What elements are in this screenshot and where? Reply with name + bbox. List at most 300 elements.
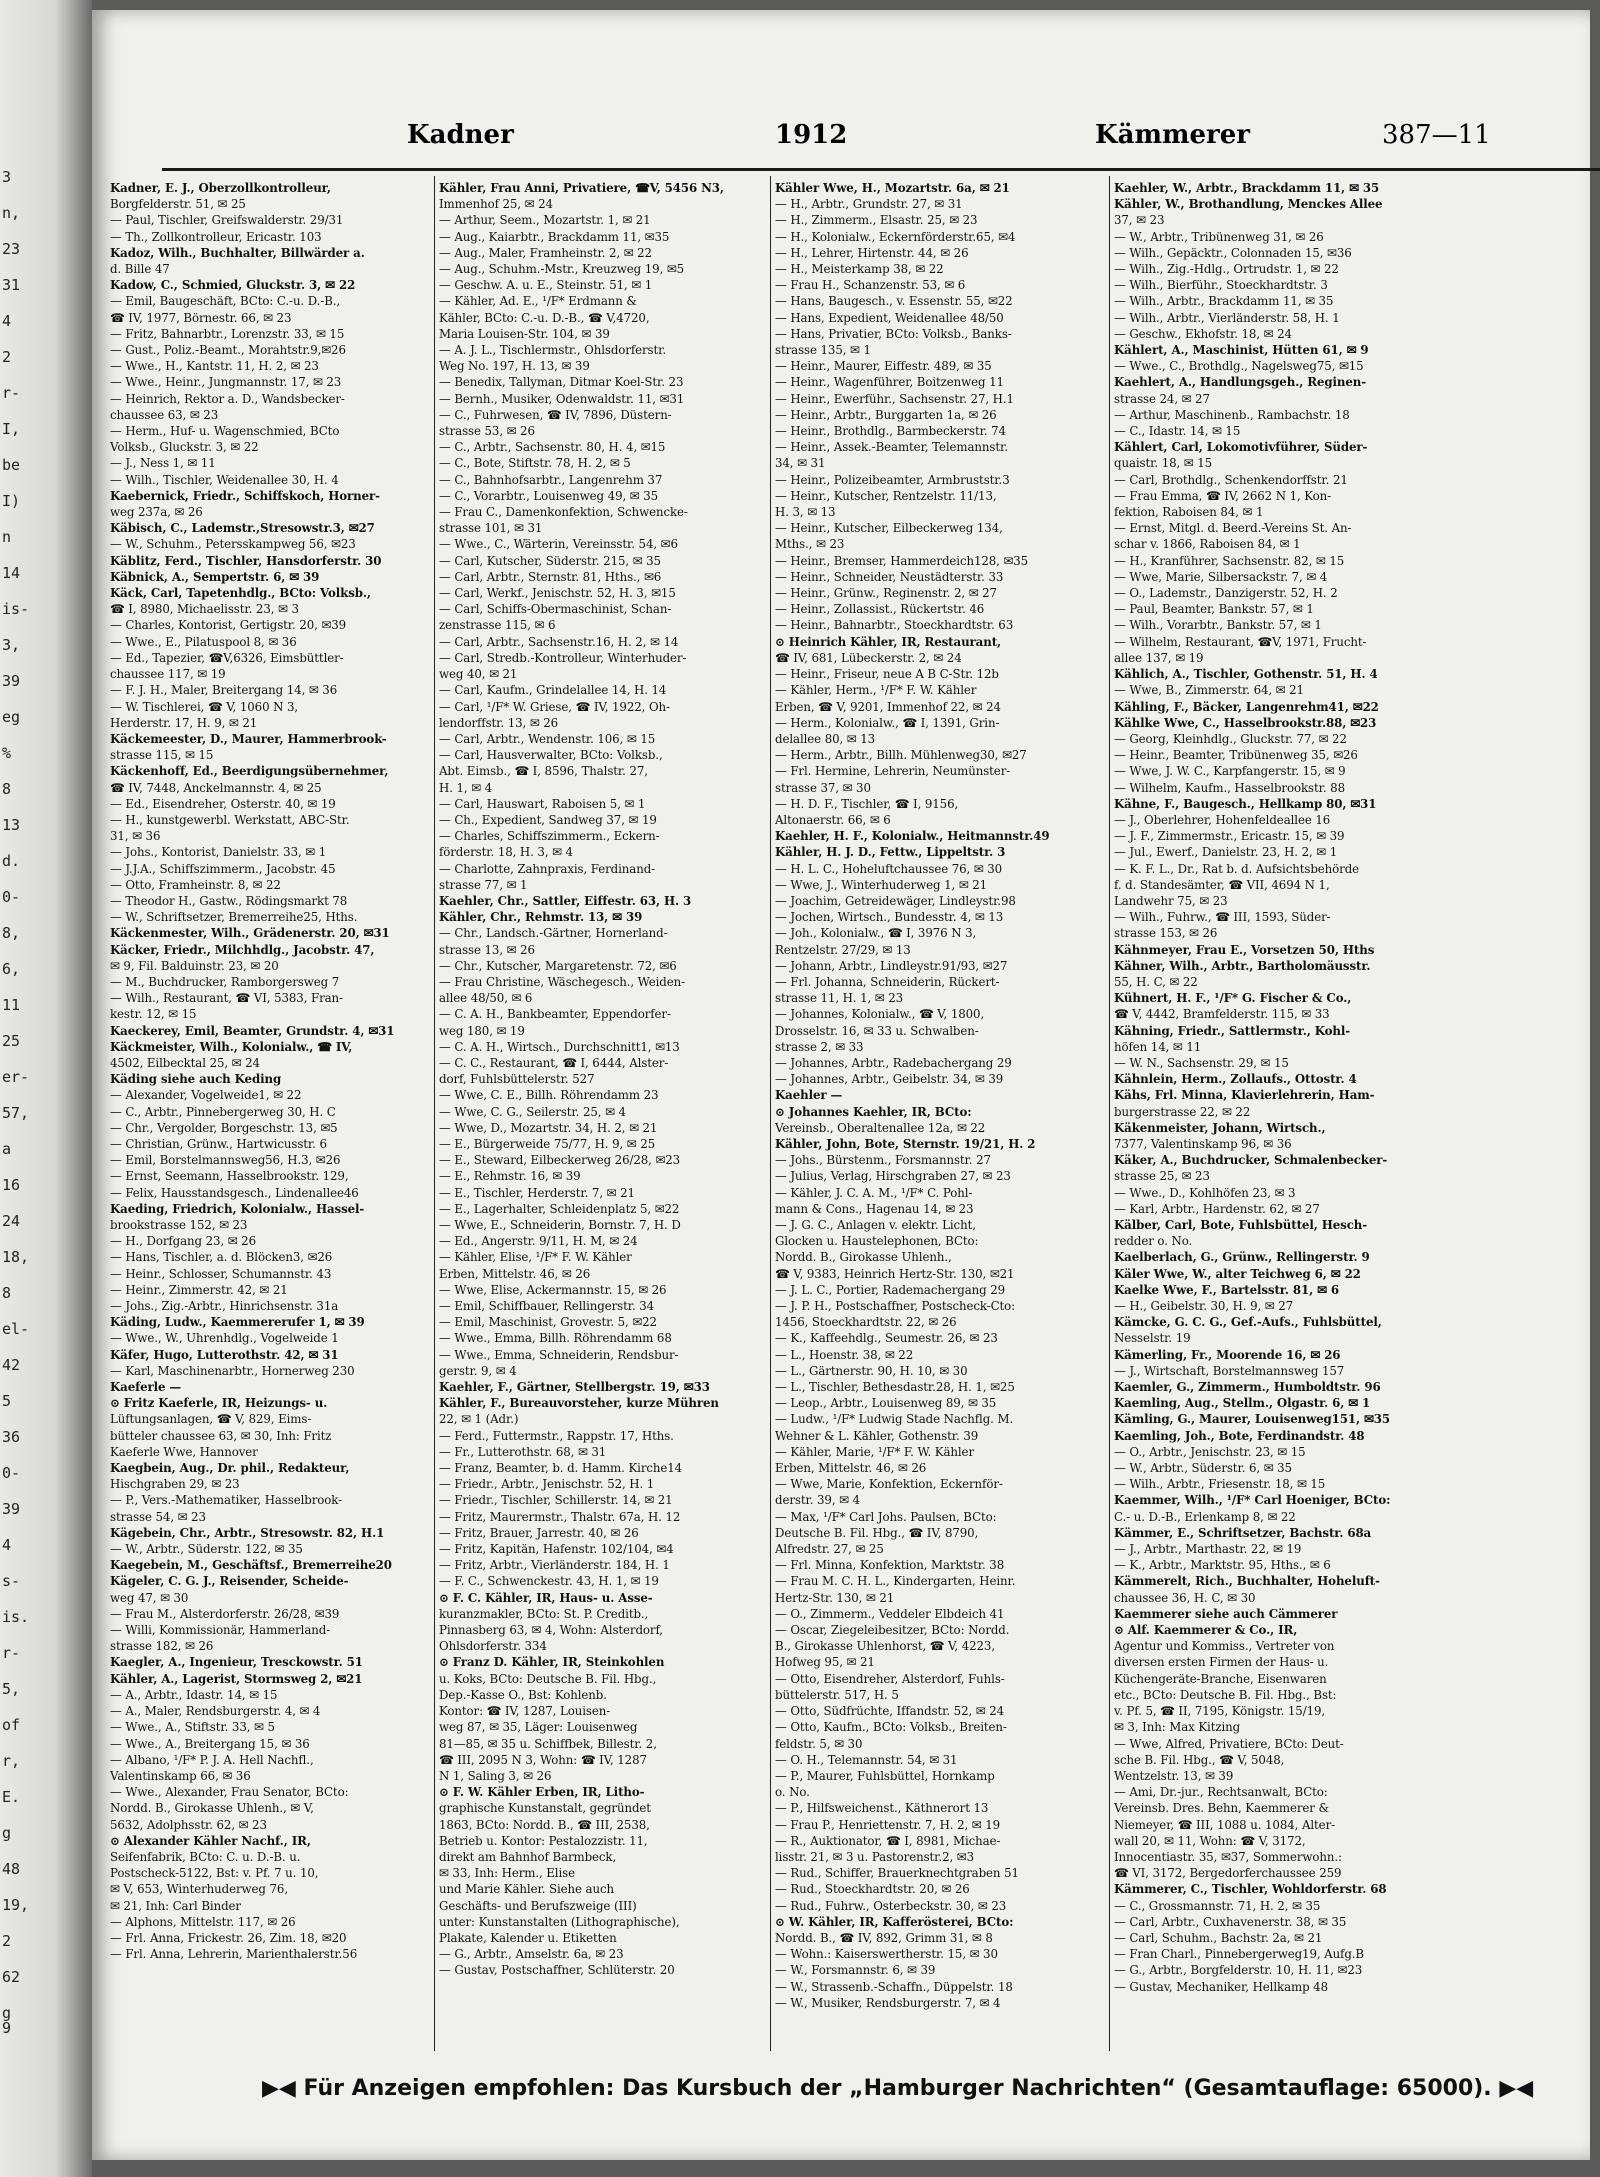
directory-entry: schar v. 1866, Raboisen 84, ✉ 1	[1114, 537, 1301, 552]
directory-entry: zenstrasse 115, ✉ 6	[439, 618, 556, 633]
directory-entry: Kämmerer, C., Tischler, Wohldorferstr. 68	[1114, 1882, 1387, 1897]
directory-entry: — Wilhelm, Restaurant, ☎V, 1971, Frucht-	[1114, 634, 1367, 649]
pointing-hand-icon: ▶◀	[1499, 2076, 1534, 2101]
directory-entry: derstr. 39, ✉ 4	[775, 1493, 860, 1508]
directory-entry: — Wwe, E., Schneiderin, Bornstr. 7, H. D	[439, 1218, 681, 1232]
directory-entry: C.- u. D.-B., Erlenkamp 8, ✉ 22	[1114, 1509, 1296, 1524]
directory-entry: bütteler chaussee 63, ✉ 30, Inh: Fritz	[110, 1428, 332, 1443]
directory-entry: Wehner & L. Kähler, Gothenstr. 39	[775, 1428, 979, 1443]
directory-entry: v. Pf. 5, ☎ II, 7195, Königstr. 15/19,	[1114, 1704, 1326, 1719]
directory-entry: strasse 135, ✉ 1	[775, 343, 871, 358]
directory-entry: Käbnick, A., Sempertstr. 6, ✉ 39	[110, 569, 320, 584]
directory-entry: — W., Strassenb.-Schaffn., Düppelstr. 18	[775, 1979, 1013, 1994]
directory-entry: — Frl. Johanna, Schneiderin, Rückert-	[775, 974, 1000, 989]
directory-entry: — C., Arbtr., Pinnebergerweg 30, H. C	[110, 1104, 336, 1119]
directory-entry: — A., Maler, Rendsburgerstr. 4, ✉ 4	[110, 1704, 321, 1719]
directory-entry: mann & Cons., Hagenau 14, ✉ 23	[775, 1201, 974, 1216]
directory-entry: — C., Bahnhofsarbtr., Langenrehm 37	[439, 472, 663, 487]
directory-entry: Kähling, F., Bäcker, Langenrehm41, ✉22	[1114, 699, 1379, 714]
directory-entry: ☎ IV, 681, Lübeckerstr. 2, ✉ 24	[775, 650, 962, 665]
directory-entry: — Franz, Beamter, b. d. Hamm. Kirche14	[439, 1461, 683, 1476]
margin-fragment: 62	[2, 1968, 21, 1986]
directory-entry: — Carl, Hauswart, Raboisen 5, ✉ 1	[439, 796, 646, 811]
directory-entry: ☎ V, 9383, Heinrich Hertz-Str. 130, ✉21	[775, 1266, 1015, 1281]
column-divider	[1109, 176, 1110, 2051]
directory-entry: — C. A. H., Bankbeamter, Eppendorfer-	[439, 1007, 671, 1022]
directory-entry: d. Bille 47	[110, 262, 170, 277]
directory-entry: N 1, Saling 3, ✉ 26	[439, 1768, 552, 1783]
directory-entry: Kaehler, F., Gärtner, Stellbergstr. 19, ✉33	[439, 1380, 710, 1395]
directory-entry: — Wilh., Vorarbtr., Bankstr. 57, ✉ 1	[1114, 618, 1322, 633]
margin-fragment: 4	[2, 312, 12, 330]
directory-entry: — Otto, Framheinstr. 8, ✉ 22	[110, 877, 281, 892]
directory-entry: ☎ III, 2095 N 3, Wohn: ☎ IV, 1287	[439, 1752, 647, 1767]
directory-entry: — Wwe., Heinr., Jungmannstr. 17, ✉ 23	[110, 375, 342, 390]
directory-entry: Landwehr 75, ✉ 23	[1114, 893, 1228, 908]
directory-entry: — G., Arbtr., Amselstr. 6a, ✉ 23	[439, 1947, 624, 1962]
margin-fragment: 5,	[2, 1680, 21, 1698]
directory-entry: — L., Hoenstr. 38, ✉ 22	[775, 1347, 914, 1362]
margin-fragment: 48	[2, 1860, 21, 1878]
directory-entry: — J. G. C., Anlagen v. elektr. Licht,	[775, 1218, 976, 1232]
directory-entry: Kähne, F., Baugesch., Hellkamp 80, ✉31	[1114, 796, 1377, 811]
margin-fragment: r-	[2, 1644, 21, 1662]
column-divider	[434, 176, 435, 2051]
directory-entry: Kaeding, Friedrich, Kolonialw., Hassel-	[110, 1201, 365, 1216]
margin-fragment: el-	[2, 1320, 30, 1338]
margin-fragment: 4	[2, 1536, 12, 1554]
directory-entry: chaussee 63, ✉ 23	[110, 407, 219, 422]
column-4	[1114, 180, 1452, 2060]
directory-entry: Ohlsdorferstr. 334	[439, 1639, 547, 1654]
margin-fragment: 16	[2, 1176, 21, 1194]
header-left-keyword: Kadner	[407, 120, 514, 150]
directory-entry: wall 20, ✉ 11, Wohn: ☎ V, 3172,	[1114, 1833, 1306, 1848]
directory-entry: lendorffstr. 13, ✉ 26	[439, 715, 559, 730]
directory-entry: ⊙ Franz D. Kähler, IR, Steinkohlen	[439, 1655, 665, 1670]
directory-entry: — Fritz, Kapitän, Hafenstr. 102/104, ✉4	[439, 1542, 674, 1557]
directory-entry: — Carl, Stredb.-Kontrolleur, Winterhuder-	[439, 650, 687, 665]
directory-entry: — P., Vers.-Mathematiker, Hasselbrook-	[110, 1493, 343, 1508]
directory-entry: — J.J.A., Schiffszimmerm., Jacobstr. 45	[110, 861, 336, 876]
directory-entry: Abt. Eimsb., ☎ I, 8596, Thalstr. 27,	[439, 764, 648, 779]
margin-fragment: 8	[2, 780, 12, 798]
directory-entry: — Aug., Kaiarbtr., Brackdamm 11, ✉35	[439, 229, 670, 244]
directory-entry: Kaeferle —	[110, 1380, 182, 1395]
directory-entry: weg 47, ✉ 30	[110, 1590, 189, 1605]
directory-entry: Kaegbein, Aug., Dr. phil., Redakteur,	[110, 1461, 350, 1476]
margin-fragment: is.	[2, 1608, 30, 1626]
directory-entry: Kähnmeyer, Frau E., Vorsetzen 50, Hths	[1114, 942, 1375, 957]
directory-entry: — Wwe, J., Winterhuderweg 1, ✉ 21	[775, 877, 988, 892]
margin-fragment: a	[2, 1140, 12, 1158]
directory-entry: Kaehler, Chr., Sattler, Eiffestr. 63, H. 3	[439, 893, 692, 908]
directory-entry: Käker, A., Buchdrucker, Schmalenbecker-	[1114, 1153, 1388, 1168]
directory-entry: — Ed., Angerstr. 9/11, H. M, ✉ 24	[439, 1234, 638, 1249]
directory-entry: Käfer, Hugo, Lutterothstr. 42, ✉ 31	[110, 1347, 339, 1362]
directory-entry: — Leop., Arbtr., Louisenweg 89, ✉ 35	[775, 1396, 997, 1411]
margin-fragment: 13	[2, 816, 21, 834]
footer-advertisement	[262, 2076, 1533, 2101]
directory-entry: 7377, Valentinskamp 96, ✉ 36	[1114, 1136, 1292, 1151]
directory-entry: Kähler, A., Lagerist, Stormsweg 2, ✉21	[110, 1671, 363, 1686]
directory-entry: — Heinr., Beamter, Tribünenweg 35, ✉26	[1114, 748, 1358, 763]
directory-entry: Innocentiastr. 35, ✉37, Sommerwohn.:	[1114, 1849, 1342, 1864]
directory-entry: — Alphons, Mittelstr. 117, ✉ 26	[110, 1914, 296, 1929]
directory-entry: — Heinr., Ewerführ., Sachsenstr. 27, H.1	[775, 391, 1014, 406]
directory-entry: — Paul, Tischler, Greifswalderstr. 29/31	[110, 213, 344, 228]
directory-entry: — Georg, Kleinhdlg., Gluckstr. 77, ✉ 22	[1114, 731, 1347, 746]
directory-entry: — Ed., Eisendreher, Osterstr. 40, ✉ 19	[110, 796, 336, 811]
directory-entry: — Emil, Schiffbauer, Rellingerstr. 34	[439, 1299, 655, 1314]
directory-entry: — L., Gärtnerstr. 90, H. 10, ✉ 30	[775, 1363, 968, 1378]
directory-entry: Kaehlert, A., Handlungsgeh., Reginen-	[1114, 375, 1367, 390]
directory-entry: höfen 14, ✉ 11	[1114, 1039, 1202, 1054]
directory-entry: und Marie Kähler. Siehe auch	[439, 1882, 614, 1897]
directory-entry: dorf, Fuhlsbüttelerstr. 527	[439, 1072, 595, 1087]
directory-entry: — Heinr., Schneider, Neustädterstr. 33	[775, 569, 1004, 584]
directory-entry: — Gustav, Mechaniker, Hellkamp 48	[1114, 1979, 1328, 1994]
directory-entry: Kähler, W., Brothandlung, Menckes Allee	[1114, 197, 1383, 212]
directory-entry: — E., Steward, Eilbeckerweg 26/28, ✉23	[439, 1153, 681, 1168]
directory-entry: — A. J. L., Tischlermstr., Ohlsdorferstr.	[439, 343, 666, 358]
directory-entry: weg 237a, ✉ 26	[110, 505, 203, 520]
directory-entry: Kadow, C., Schmied, Gluckstr. 3, ✉ 22	[110, 278, 356, 293]
directory-entry: H. 1, ✉ 4	[439, 780, 493, 795]
directory-entry: — Geschw. A. u. E., Steinstr. 51, ✉ 1	[439, 278, 653, 293]
directory-entry: — Frau M. C. H. L., Kindergarten, Heinr.	[775, 1574, 1016, 1589]
directory-entry: — Carl, Arbtr., Sachsenstr.16, H. 2, ✉ 14	[439, 634, 679, 649]
directory-entry: — L., Tischler, Bethesdastr.28, H. 1, ✉25	[775, 1380, 1015, 1395]
directory-entry: — J., Ness 1, ✉ 11	[110, 456, 216, 471]
directory-entry: Kaelberlach, G., Grünw., Rellingerstr. 9	[1114, 1250, 1370, 1265]
directory-entry: — Wilh., Tischler, Weidenallee 30, H. 4	[110, 472, 339, 487]
directory-entry: Kägebein, Chr., Arbtr., Stresowstr. 82, H.1	[110, 1525, 385, 1540]
directory-entry: — Ernst, Seemann, Hasselbrookstr. 129,	[110, 1169, 349, 1184]
directory-entry: Vereinsb., Oberaltenallee 12a, ✉ 22	[775, 1120, 986, 1135]
directory-entry: — Paul, Beamter, Bankstr. 57, ✉ 1	[1114, 602, 1314, 617]
margin-fragment: 0-	[2, 1464, 21, 1482]
directory-entry: — Wilh., Arbtr., Brackdamm 11, ✉ 35	[1114, 294, 1334, 309]
directory-entry: — Wwe., Alexander, Frau Senator, BCto:	[110, 1785, 349, 1800]
directory-entry: Kämerling, Fr., Moorende 16, ✉ 26	[1114, 1347, 1341, 1362]
directory-entry: — Carl, Kaufm., Grindelallee 14, H. 14	[439, 683, 667, 698]
directory-entry: — Max, ¹/F* Carl Johs. Paulsen, BCto:	[775, 1509, 997, 1524]
directory-entry: — Wwe, Marie, Konfektion, Eckernför-	[775, 1477, 1003, 1492]
directory-entry: Alfredstr. 27, ✉ 25	[775, 1542, 884, 1557]
directory-entry: 31, ✉ 36	[110, 829, 161, 844]
directory-entry: — Aug., Maler, Framheinstr. 2, ✉ 22	[439, 245, 652, 260]
directory-entry: — Benedix, Tallyman, Ditmar Koel-Str. 23	[439, 375, 684, 390]
directory-entry: — Carl, Hausverwalter, BCto: Volksb.,	[439, 748, 663, 763]
directory-entry: Maria Louisen-Str. 104, ✉ 39	[439, 326, 610, 341]
directory-entry: — Charles, Kontorist, Gertigstr. 20, ✉39	[110, 618, 347, 633]
margin-fragment: r,	[2, 1752, 21, 1770]
directory-entry: Kähler, Chr., Rehmstr. 13, ✉ 39	[439, 910, 643, 925]
column-2	[439, 180, 766, 2060]
directory-entry: — Heinr., Grünw., Reginenstr. 2, ✉ 27	[775, 586, 997, 601]
directory-entry: — Frau M., Alsterdorferstr. 26/28, ✉39	[110, 1606, 340, 1621]
directory-entry: — Chr., Kutscher, Margaretenstr. 72, ✉6	[439, 958, 677, 973]
margin-fragment: I,	[2, 420, 21, 438]
directory-entry: — Carl, Arbtr., Sternstr. 81, Hths., ✉6	[439, 569, 662, 584]
directory-entry: ⊙ W. Kähler, IR, Kafferösterei, BCto:	[775, 1914, 1014, 1929]
directory-entry: — Arthur, Seem., Mozartstr. 1, ✉ 21	[439, 213, 651, 228]
margin-fragment: E.	[2, 1788, 21, 1806]
directory-entry: Kaelke Wwe, F., Bartelsstr. 81, ✉ 6	[1114, 1282, 1339, 1297]
directory-entry: — Fritz, Maurermstr., Thalstr. 67a, H. 12	[439, 1509, 681, 1524]
directory-entry: — C., Bote, Stiftstr. 78, H. 2, ✉ 5	[439, 456, 631, 471]
directory-entry: — Wwe, Alfred, Privatiere, BCto: Deut-	[1114, 1736, 1344, 1751]
directory-entry: — Johs., Kontorist, Danielstr. 33, ✉ 1	[110, 845, 327, 860]
directory-entry: — Willi, Kommissionär, Hammerland-	[110, 1623, 331, 1638]
directory-entry: strasse 24, ✉ 27	[1114, 391, 1210, 406]
directory-entry: chaussee 36, H. C, ✉ 30	[1114, 1590, 1256, 1605]
directory-entry: — Johs., Bürstenm., Forsmannstr. 27	[775, 1153, 991, 1168]
directory-entry: — Heinr., Zimmerstr. 42, ✉ 21	[110, 1282, 288, 1297]
directory-entry: — Wwe., H., Kantstr. 11, H. 2, ✉ 23	[110, 359, 319, 374]
margin-fragment: 2	[2, 348, 12, 366]
directory-entry: — Carl, Kutscher, Süderstr. 215, ✉ 35	[439, 553, 661, 568]
directory-entry: Kaehler —	[775, 1088, 843, 1103]
directory-entry: — W., Schuhm., Petersskampweg 56, ✉23	[110, 537, 356, 552]
directory-entry: 5632, Adolphsstr. 62, ✉ 23	[110, 1817, 267, 1832]
directory-entry: ☎ IV, 7448, Anckelmannstr. 4, ✉ 25	[110, 780, 322, 795]
directory-entry: lisstr. 21, ✉ 3 u. Pastorenstr.2, ✉3	[775, 1849, 974, 1864]
directory-entry: Hertz-Str. 130, ✉ 21	[775, 1590, 895, 1605]
directory-entry: — Wwe, Marie, Silbersackstr. 7, ✉ 4	[1114, 569, 1328, 584]
directory-entry: — Wilh., Restaurant, ☎ VI, 5383, Fran-	[110, 991, 343, 1006]
directory-entry: Kaemler, G., Zimmerm., Humboldtstr. 96	[1114, 1380, 1381, 1395]
margin-fragment: %	[2, 744, 12, 762]
directory-entry: Pinnasberg 63, ✉ 4, Wohn: Alsterdorf,	[439, 1623, 663, 1638]
directory-entry: — Otto, Südfrüchte, Iffandstr. 52, ✉ 24	[775, 1704, 1005, 1719]
page-header	[92, 120, 1590, 160]
directory-entry: allee 48/50, ✉ 6	[439, 991, 533, 1006]
margin-fragment: g	[2, 1824, 12, 1842]
directory-entry: — Hans, Baugesch., v. Essenstr. 55, ✉22	[775, 294, 1013, 309]
directory-entry: ⊙ Alexander Kähler Nachf., IR,	[110, 1833, 311, 1848]
directory-entry: — Fritz, Bahnarbtr., Lorenzstr. 33, ✉ 15	[110, 326, 345, 341]
directory-entry: — Herm., Arbtr., Billh. Mühlenweg30, ✉27	[775, 748, 1027, 763]
directory-entry: 34, ✉ 31	[775, 456, 826, 471]
directory-entry: — W., Arbtr., Süderstr. 6, ✉ 35	[1114, 1461, 1292, 1476]
directory-entry: Kadner, E. J., Oberzollkontrolleur,	[110, 181, 331, 195]
directory-entry: — Wilh., Gepäcktr., Colonnaden 15, ✉36	[1114, 245, 1352, 260]
directory-entry: — Heinr., Bahnarbtr., Stoeckhardtstr. 63	[775, 618, 1014, 633]
directory-entry: o. No.	[775, 1785, 810, 1800]
directory-entry: — Johannes, Arbtr., Radebachergang 29	[775, 1055, 1012, 1070]
directory-entry: — Johann, Arbtr., Lindleystr.91/93, ✉27	[775, 958, 1008, 973]
directory-entry: — Aug., Schuhm.-Mstr., Kreuzweg 19, ✉5	[439, 262, 685, 277]
directory-entry: — F. J. H., Maler, Breitergang 14, ✉ 36	[110, 683, 338, 698]
directory-entry: Drosselstr. 16, ✉ 33 u. Schwalben-	[775, 1023, 979, 1038]
directory-entry: — Wwe., C., Wärterin, Vereinsstr. 54, ✉6	[439, 537, 678, 552]
directory-entry: — Fritz, Brauer, Jarrestr. 40, ✉ 26	[439, 1525, 639, 1540]
directory-entry: strasse 182, ✉ 26	[110, 1639, 214, 1654]
directory-entry: — Rud., Stoeckhardtstr. 20, ✉ 26	[775, 1882, 970, 1897]
directory-entry: Käbisch, C., Lademstr.,Stresowstr.3, ✉27	[110, 521, 375, 536]
directory-entry: — Wwe., D., Kohlhöfen 23, ✉ 3	[1114, 1185, 1296, 1200]
directory-entry: — Frau C., Damenkonfektion, Schwencke-	[439, 505, 688, 520]
directory-entry: — Carl, Arbtr., Cuxhavenerstr. 38, ✉ 35	[1114, 1914, 1347, 1929]
directory-entry: — Heinr., Wagenführer, Boitzenweg 11	[775, 375, 1004, 390]
directory-entry: — E., Lagerhalter, Schleidenplatz 5, ✉22	[439, 1201, 680, 1216]
directory-entry: — Kähler, J. C. A. M., ¹/F* C. Pohl-	[775, 1185, 973, 1200]
directory-entry: — Ludw., ¹/F* Ludwig Stade Nachflg. M.	[775, 1412, 1014, 1427]
directory-entry: — Heinr., Brothdlg., Barmbeckerstr. 74	[775, 424, 1006, 439]
directory-entry: Herderstr. 17, H. 9, ✉ 21	[110, 715, 258, 730]
margin-fragment: n	[2, 528, 12, 546]
directory-entry: — Friedr., Tischler, Schillerstr. 14, ✉ 21	[439, 1493, 673, 1508]
directory-entry: Kählke Wwe, C., Hasselbrookstr.88, ✉23	[1114, 715, 1377, 730]
directory-entry: — W., Arbtr., Tribünenweg 31, ✉ 26	[1114, 229, 1324, 244]
directory-entry: Erben, ☎ V, 9201, Immenhof 22, ✉ 24	[775, 699, 1001, 714]
directory-entry: — Wwe, B., Zimmerstr. 64, ✉ 21	[1114, 683, 1304, 698]
directory-entry: — C., Vorarbtr., Louisenweg 49, ✉ 35	[439, 488, 659, 503]
directory-entry: ✉ 3, Inh: Max Kitzing	[1114, 1720, 1241, 1735]
directory-entry: — Kähler, Ad. E., ¹/F* Erdmann &	[439, 294, 637, 309]
directory-entry: — Th., Zollkontrolleur, Ericastr. 103	[110, 229, 322, 244]
directory-entry: — Wwe., C., Brothdlg., Nagelsweg75, ✉15	[1114, 359, 1364, 374]
directory-entry: — Heinr., Kutscher, Eilbeckerweg 134,	[775, 521, 1003, 536]
directory-entry: strasse 13, ✉ 26	[439, 942, 535, 957]
directory-entry: — Heinr., Polizeibeamter, Armbruststr.3	[775, 472, 1010, 487]
directory-entry: Kämmerelt, Rich., Buchhalter, Hoheluft-	[1114, 1574, 1380, 1589]
directory-entry: — Wwe, Elise, Ackermannstr. 15, ✉ 26	[439, 1282, 667, 1297]
directory-entry: ⊙ Heinrich Kähler, IR, Restaurant,	[775, 634, 1002, 649]
directory-entry: Kähler, John, Bote, Sternstr. 19/21, H. 2	[775, 1136, 1036, 1151]
directory-entry: — Herm., Kolonialw., ☎ I, 1391, Grin-	[775, 715, 1000, 730]
margin-fragment: 8,	[2, 924, 21, 942]
directory-entry: Kämling, G., Maurer, Louisenweg151, ✉35	[1114, 1412, 1391, 1427]
directory-entry: direkt am Bahnhof Barmbeck,	[439, 1849, 617, 1864]
directory-entry: — Arthur, Maschinenb., Rambachstr. 18	[1114, 407, 1350, 422]
directory-entry: Deutsche B. Fil. Hbg., ☎ IV, 8790,	[775, 1525, 979, 1540]
directory-entry: diversen ersten Firmen der Haus- u.	[1114, 1655, 1329, 1670]
margin-fragment: r-	[2, 384, 21, 402]
directory-entry: — H., kunstgewerbl. Werkstatt, ABC-Str.	[110, 812, 350, 827]
directory-entry: f. d. Standesämter, ☎ VII, 4694 N 1,	[1114, 877, 1330, 892]
directory-entry: — Frau Emma, ☎ IV, 2662 N 1, Kon-	[1114, 488, 1332, 503]
directory-entry: — A., Arbtr., Idastr. 14, ✉ 15	[110, 1687, 278, 1702]
directory-entry: — Rud., Schiffer, Brauerknechtgraben 51	[775, 1866, 1019, 1881]
directory-entry: ⊙ F. C. Kähler, IR, Haus- u. Asse-	[439, 1590, 653, 1605]
margin-fragment: 36	[2, 1428, 21, 1446]
pointing-hand-icon: ▶◀	[262, 2076, 296, 2101]
directory-entry: Käck, Carl, Tapetenhdlg., BCto: Volksb.,	[110, 586, 371, 601]
directory-entry: kuranzmakler, BCto: St. P. Creditb.,	[439, 1606, 649, 1621]
directory-entry: burgerstrasse 22, ✉ 22	[1114, 1104, 1251, 1119]
directory-entry: — E., Rehmstr. 16, ✉ 39	[439, 1169, 581, 1184]
directory-entry: — H., Dorfgang 23, ✉ 26	[110, 1234, 256, 1249]
directory-entry: — P., Maurer, Fuhlsbüttel, Hornkamp	[775, 1768, 995, 1783]
directory-entry: — W., Musiker, Rendsburgerstr. 7, ✉ 4	[775, 1995, 1001, 2010]
directory-entry: — Theodor H., Gastw., Rödingsmarkt 78	[110, 893, 348, 908]
directory-entry: — Johannes, Arbtr., Geibelstr. 34, ✉ 39	[775, 1072, 1004, 1087]
directory-entry: Hischgraben 29, ✉ 23	[110, 1477, 240, 1492]
directory-entry: — Wwe, D., Mozartstr. 34, H. 2, ✉ 21	[439, 1120, 658, 1135]
directory-entry: Glocken u. Haustelephonen, BCto:	[775, 1234, 979, 1249]
directory-entry: — H., Lehrer, Hirtenstr. 44, ✉ 26	[775, 245, 969, 260]
directory-entry: — Chr., Landsch.-Gärtner, Hornerland-	[439, 926, 668, 941]
margin-fragment: 14	[2, 564, 21, 582]
directory-entry: — Johs., Zig.-Arbtr., Hinrichsenstr. 31a	[110, 1299, 339, 1314]
directory-entry: — Wwe., E., Pilatuspool 8, ✉ 36	[110, 634, 297, 649]
directory-entry: Geschäfts- und Berufszweige (III)	[439, 1898, 637, 1913]
directory-entry: weg 40, ✉ 21	[439, 667, 518, 682]
directory-entry: — Carl, Brothdlg., Schenkendorffstr. 21	[1114, 472, 1348, 487]
directory-entry: Kühnert, H. F., ¹/F* G. Fischer & Co.,	[1114, 991, 1352, 1006]
directory-entry: Käkenmeister, Johann, Wirtsch.,	[1114, 1120, 1326, 1135]
directory-entry: Weg No. 197, H. 13, ✉ 39	[439, 359, 590, 374]
directory-entry: — Wwe., A., Stiftstr. 33, ✉ 5	[110, 1720, 275, 1735]
directory-entry: — J., Arbtr., Marthastr. 22, ✉ 19	[1114, 1542, 1302, 1557]
directory-entry: — C., Arbtr., Sachsenstr. 80, H. 4, ✉15	[439, 440, 666, 455]
directory-entry: — Otto, Eisendreher, Alsterdorf, Fuhls-	[775, 1671, 1005, 1686]
margin-fragment: 2	[2, 1932, 12, 1950]
directory-entry: delallee 80, ✉ 13	[775, 731, 876, 746]
directory-entry: strasse 115, ✉ 15	[110, 748, 214, 763]
directory-entry: — Wilh., Bierführ., Stoeckhardtstr. 3	[1114, 278, 1328, 293]
margin-fragment: 57,	[2, 1104, 30, 1122]
directory-entry: — Kähler, Herm., ¹/F* F. W. Kähler	[775, 683, 977, 698]
directory-entry: — C. C., Restaurant, ☎ I, 6444, Alster-	[439, 1055, 669, 1070]
directory-entry: — Carl, Arbtr., Wendenstr. 106, ✉ 15	[439, 731, 656, 746]
directory-entry: — Alexander, Vogelweide1, ✉ 22	[110, 1088, 302, 1103]
directory-entry: — J., Wirtschaft, Borstelmannsweg 157	[1114, 1363, 1345, 1378]
directory-entry: Kämcke, G. C. G., Gef.-Aufs., Fuhlsbüttel,	[1114, 1315, 1382, 1330]
directory-entry: Kähs, Frl. Minna, Klavierlehrerin, Ham-	[1114, 1088, 1375, 1103]
directory-entry: — Ed., Tapezier, ☎V,6326, Eimsbüttler-	[110, 650, 344, 665]
directory-entry: — J., Oberlehrer, Hohenfeldeallee 16	[1114, 812, 1331, 827]
directory-entry: Kähler, F., Bureauvorsteher, kurze Mühren	[439, 1396, 719, 1411]
column-1	[110, 180, 430, 2060]
directory-entry: — Chr., Vergolder, Borgeschstr. 13, ✉5	[110, 1120, 338, 1135]
directory-entry: — Ernst, Mitgl. d. Beerd.-Vereins St. An-	[1114, 521, 1352, 536]
directory-entry: Betrieb u. Kontor: Pestalozzistr. 11,	[439, 1833, 648, 1848]
directory-entry: Kontor: ☎ IV, 1287, Louisen-	[439, 1704, 611, 1719]
directory-entry: Käler Wwe, W., alter Teichweg 6, ✉ 22	[1114, 1266, 1361, 1281]
directory-entry: — Julius, Verlag, Hirschgraben 27, ✉ 23	[775, 1169, 1011, 1184]
directory-entry: 4502, Eilbecktal 25, ✉ 24	[110, 1055, 260, 1070]
directory-entry: — Karl, Maschinenarbtr., Hornerweg 230	[110, 1363, 355, 1378]
directory-entry: — J. L. C., Portier, Rademachergang 29	[775, 1282, 1006, 1297]
margin-fragment: eg	[2, 708, 21, 726]
directory-entry: — K. F. L., Dr., Rat b. d. Aufsichtsbehörde	[1114, 861, 1360, 876]
directory-entry: — W., Arbtr., Süderstr. 122, ✉ 35	[110, 1542, 303, 1557]
directory-entry: — C., Fuhrwesen, ☎ IV, 7896, Düstern-	[439, 407, 672, 422]
directory-entry: Kaehler, H. F., Kolonialw., Heitmannstr.49	[775, 829, 1050, 844]
directory-entry: Käblitz, Ferd., Tischler, Hansdorferstr. 30	[110, 553, 382, 568]
margin-fragment: n,	[2, 204, 21, 222]
directory-entry: Käckmeister, Wilh., Kolonialw., ☎ IV,	[110, 1039, 353, 1054]
directory-entry: — Wwe., Emma, Schneiderin, Rendsbur-	[439, 1347, 679, 1362]
directory-entry: Kälber, Carl, Bote, Fuhlsbüttel, Hesch-	[1114, 1218, 1368, 1232]
directory-entry: Nordd. B., Girokasse Uhlenh.,	[775, 1250, 952, 1265]
directory-entry: — Wilh., Zig.-Hdlg., Ortrudstr. 1, ✉ 22	[1114, 262, 1339, 277]
directory-entry: — O., Zimmerm., Veddeler Elbdeich 41	[775, 1606, 1005, 1621]
directory-entry: Kähler, Frau Anni, Privatiere, ☎V, 5456 N3,	[439, 181, 724, 195]
directory-entry: — Frau P., Henriettenstr. 7, H. 2, ✉ 19	[775, 1817, 1001, 1832]
directory-entry: — Wilh., Arbtr., Vierländerstr. 58, H. 1	[1114, 310, 1340, 325]
directory-entry: — H., Geibelstr. 30, H. 9, ✉ 27	[1114, 1299, 1294, 1314]
directory-entry: — Wwe., A., Breitergang 15, ✉ 36	[110, 1736, 310, 1751]
directory-entry: kestr. 12, ✉ 15	[110, 1007, 197, 1022]
directory-entry: — Wohn.: Kaiserswertherstr. 15, ✉ 30	[775, 1947, 998, 1962]
directory-entry: — Johannes, Kolonialw., ☎ V, 1800,	[775, 1007, 985, 1022]
directory-entry: 22, ✉ 1 (Adr.)	[439, 1412, 519, 1427]
